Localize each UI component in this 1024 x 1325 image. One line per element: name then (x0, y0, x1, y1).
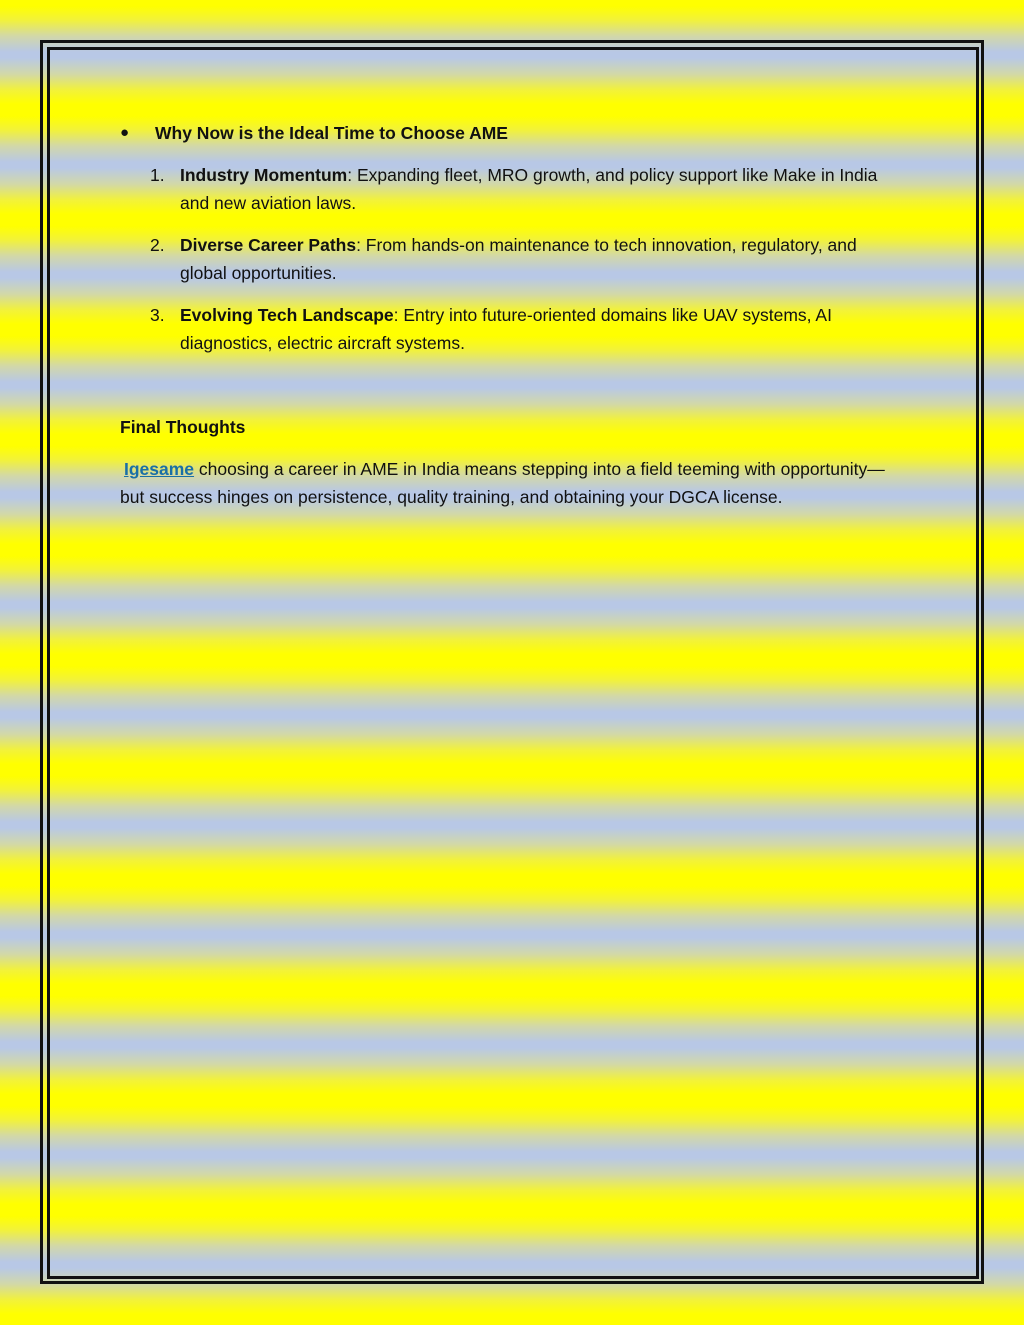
list-item-term: Evolving Tech Landscape (180, 305, 394, 325)
list-item-text: : From hands-on maintenance to tech innovation, regulatory, and global opportunities. (180, 235, 857, 283)
list-item-number: 3. (150, 305, 165, 325)
list-item (120, 301, 900, 357)
list-item-term: Diverse Career Paths (180, 235, 357, 255)
document-content (120, 119, 900, 511)
list-item (120, 161, 900, 217)
bullet-heading (120, 119, 900, 147)
reasons-list (120, 161, 900, 357)
final-thoughts-body: choosing a career in AME in India means stepping into a field teeming with opportunity—but success hinges on persistence, quality training, and obtaining your DGCA license. (120, 459, 885, 507)
list-item-number: 1. (150, 165, 165, 185)
bullet-icon: ● (120, 124, 130, 141)
list-item-text: : Entry into future-oriented domains like UAV systems, AI diagnostics, electric aircraft systems. (180, 305, 832, 353)
list-item-text: : Expanding fleet, MRO growth, and policy support like Make in India and new aviation laws. (180, 165, 878, 213)
list-item (120, 231, 900, 287)
list-item-term: Industry Momentum (180, 165, 348, 185)
bullet-heading-text: Why Now is the Ideal Time to Choose AME (155, 123, 508, 143)
igesame-link[interactable]: Igesame (124, 459, 195, 479)
list-item-number: 2. (150, 235, 165, 255)
final-thoughts-paragraph (120, 455, 900, 511)
final-thoughts-heading: Final Thoughts (120, 417, 246, 437)
